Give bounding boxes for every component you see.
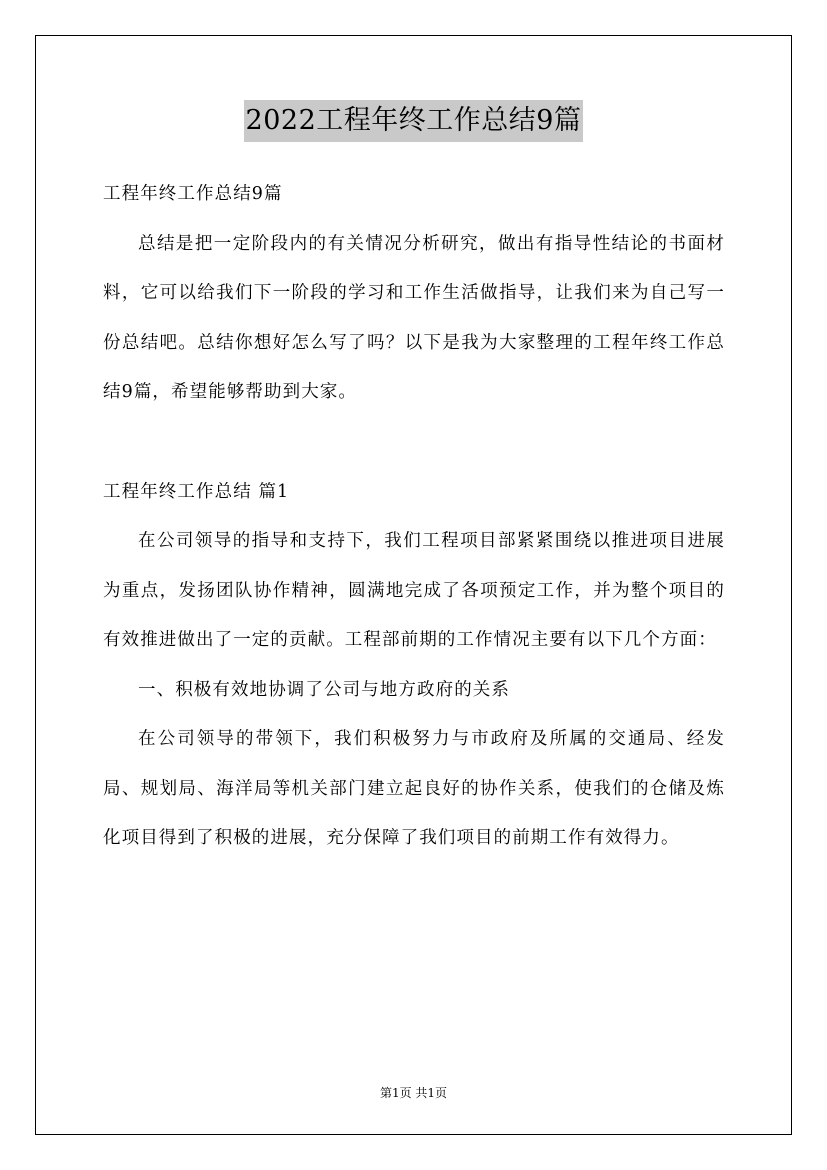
page-footer: 第1页 共1页	[379, 1086, 448, 1100]
item-paragraph: 在公司领导的带领下，我们积极努力与市政府及所属的交通局、经发局、规划局、海洋局等机关部门建立起良好的协作关系，使我们的仓储及炼化项目得到了积极的进展，充分保障了我们项目的前期工作有效得力。	[103, 729, 725, 848]
intro-paragraph: 总结是把一定阶段内的有关情况分析研究，做出有指导性结论的书面材料，它可以给我们下一阶段的学习和工作生活做指导，让我们来为自己写一份总结吧。总结你想好怎么写了吗？以下是我为大家整理的工程年终工作总结9篇，希望能够帮助到大家。	[103, 233, 725, 402]
section-paragraph: 在公司领导的指导和支持下，我们工程项目部紧紧围绕以推进项目进展为重点，发扬团队协作精神，圆满地完成了各项预定工作，并为整个项目的有效推进做出了一定的贡献。工程部前期的工作情况主要有以下几个方面：	[103, 531, 725, 650]
section-heading: 工程年终工作总结 篇1	[103, 481, 290, 502]
title-container	[0, 100, 827, 142]
item-heading: 一、积极有效地协调了公司与地方政府的关系	[138, 679, 510, 700]
paragraph-gap	[103, 418, 725, 468]
document-body	[103, 170, 725, 864]
document-title: 2022工程年终工作总结9篇	[244, 100, 584, 142]
subtitle: 工程年终工作总结9篇	[103, 184, 283, 204]
